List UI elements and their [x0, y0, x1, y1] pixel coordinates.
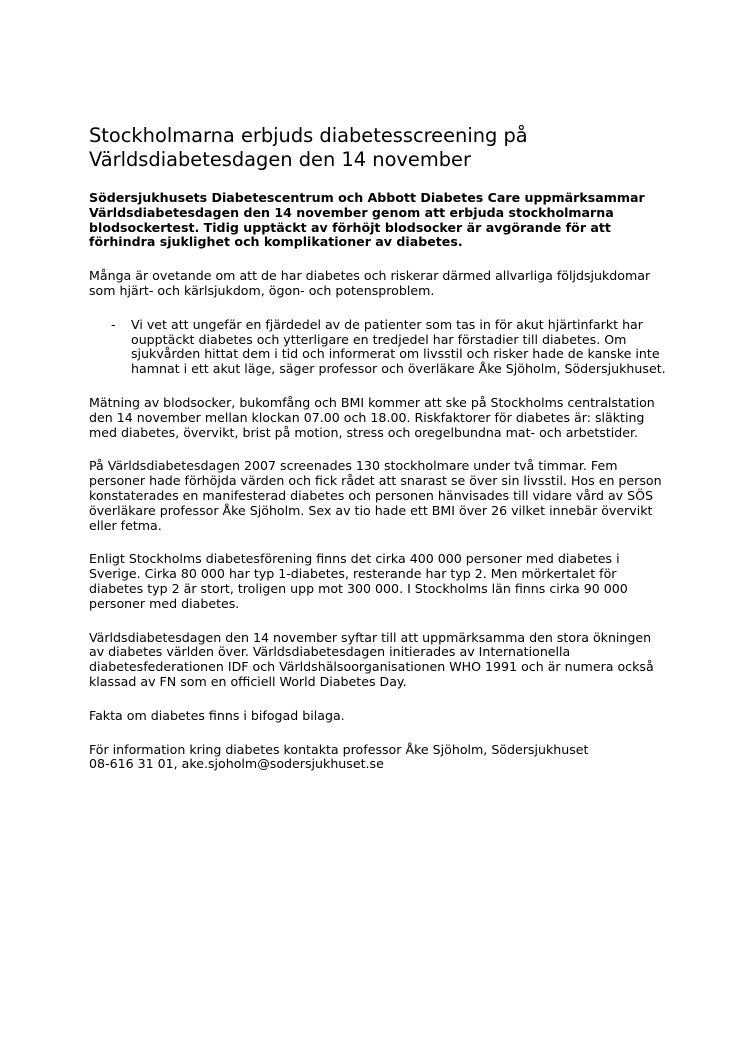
- lead-paragraph: Södersjukhusets Diabetescentrum och Abbott Diabetes Care uppmärksammar Världsdiabetesdagen den 14 november genom att erbjuda stockholmarna blodsockertest. Tidig upptäckt av förhöjt blodsocker är avgörande för att förhindra sjuklighet och komplikationer av diabetes.: [89, 190, 645, 250]
- quote-item: [89, 318, 669, 377]
- paragraph-facts: Fakta om diabetes finns i bifogad bilaga.: [89, 707, 345, 723]
- dash-marker: -: [111, 316, 116, 332]
- quote-text: Vi vet att ungefär en fjärdedel av de patienter som tas in för akut hjärtinfarkt har oupptäckt diabetes och ytterligare en tredjedel har förstadier till diabetes. Om sjukvården hittat dem i tid och informerat om livsstil och risker hade de kanske inte hamnat i ett akut läge, säger professor och överläkare Åke Sjöholm, Södersjukhuset.: [131, 316, 666, 377]
- paragraph-world-diabetes-day: Världsdiabetesdagen den 14 november syftar till att uppmärksamma den stora ökningen av diabetes världen över. Världsdiabetesdagen initierades av Internationella diabetesfederationen IDF och Världshälsoorganisationen WHO 1991 och är numera också klassad av FN som en officiell World Diabetes Day.: [89, 629, 654, 689]
- paragraph-measurement: Mätning av blodsocker, bukomfång och BMI kommer att ske på Stockholms centralstation den 14 november mellan klockan 07.00 och 18.00. Riskfaktorer för diabetes är: släkting med diabetes, övervikt, brist på motion, stress och oregelbundna mat- och arbetstider.: [89, 394, 655, 440]
- document-page: [89, 124, 669, 791]
- contact-line-1: För information kring diabetes kontakta professor Åke Sjöholm, Södersjukhuset: [89, 741, 589, 757]
- paragraph-statistics: Enligt Stockholms diabetesförening finns det cirka 400 000 personer med diabetes i Sverige. Cirka 80 000 har typ 1-diabetes, resterande har typ 2. Men mörkertalet för diabetes typ 2 är stort, troligen upp mot 300 000. I Stockholms län finns cirka 90 000 personer med diabetes.: [89, 551, 628, 611]
- title-line-2: Världsdiabetesdagen den 14 november: [89, 148, 471, 171]
- page-title: [89, 124, 669, 172]
- contact-line-2: 08-616 31 01, ake.sjoholm@sodersjukhuset.se: [89, 756, 384, 772]
- contact-paragraph: [89, 743, 669, 773]
- paragraph-2007-screening: På Världsdiabetesdagen 2007 screenades 130 stockholmare under två timmar. Fem personer hade förhöjda värden och fick rådet att snarast se över sin livsstil. Hos en person konstaterades en manifesterad diabetes och personen hänvisades till vidare vård av SÖS överläkare professor Åke Sjöholm. Sex av tio hade ett BMI över 26 vilket innebär övervikt eller fetma.: [89, 458, 662, 533]
- title-line-1: Stockholmarna erbjuds diabetesscreening på: [89, 124, 528, 147]
- paragraph-unaware: Många är ovetande om att de har diabetes och riskerar därmed allvarliga följdsjukdomar som hjärt- och kärlsjukdom, ögon- och potensproblem.: [89, 268, 651, 298]
- quote-list: [89, 318, 669, 377]
